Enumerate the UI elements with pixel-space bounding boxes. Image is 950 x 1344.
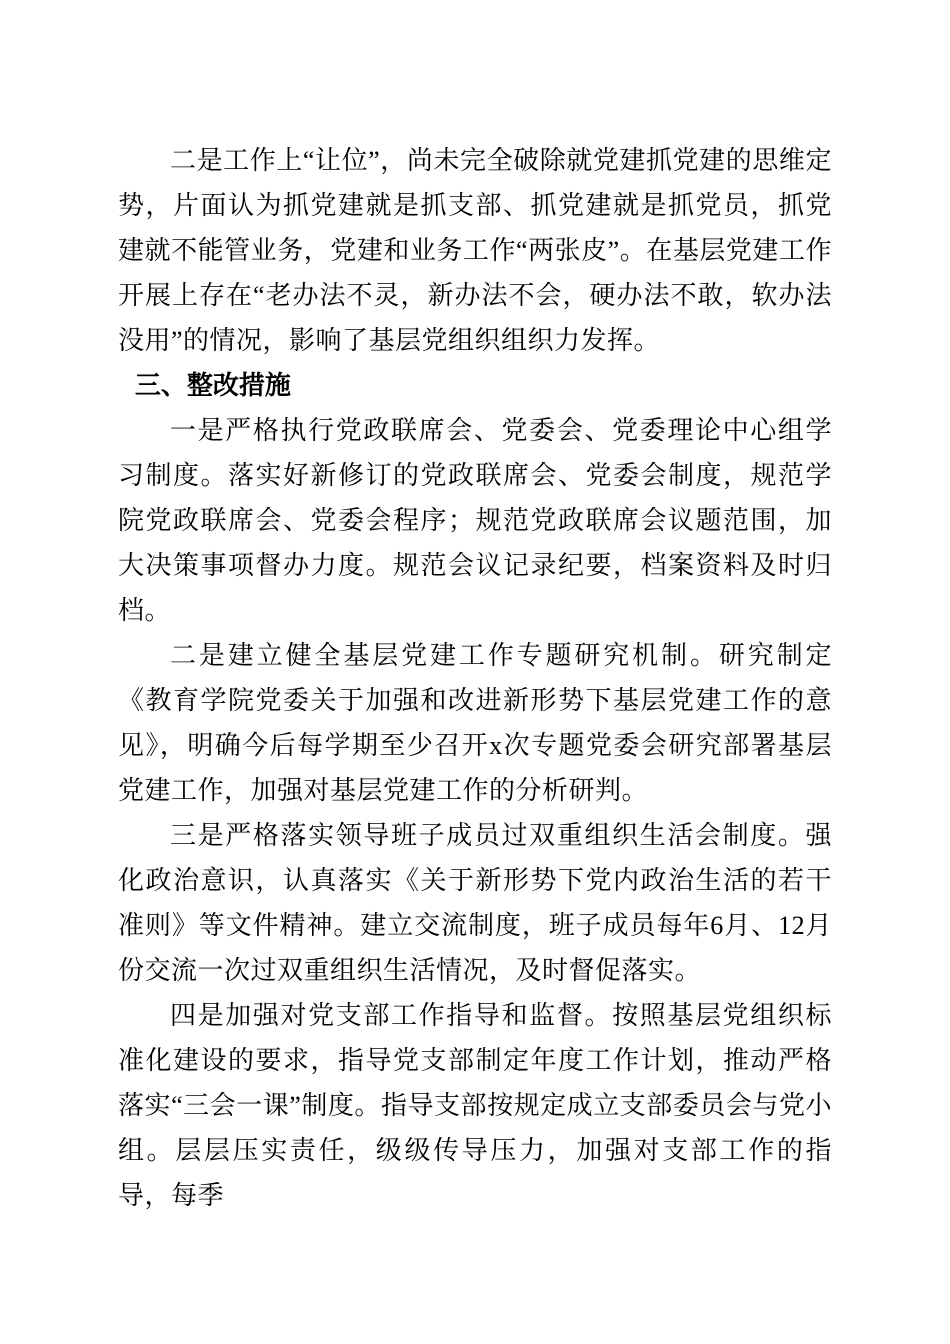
paragraph-measure-4-branch-supervision: 四是加强对党支部工作指导和监督。按照基层党组织标准化建设的要求，指导党支部制定年度工作计划，推动严格落实“三会一课”制度。指导支部按规定成立支部委员会与党小组。层层压实责任，级级传导压力，加强对支部工作的指导，每季 (118, 1001, 832, 1210)
paragraph-problem-work-yielding: 二是工作上“让位”，尚未完全破除就党建抓党建的思维定势，片面认为抓党建就是抓支部、抓党建就是抓党员，抓党建就不能管业务，党建和业务工作“两张皮”。在基层党建工作开展上存在“老办法不灵，新办法不会，硬办法不敢，软办法没用”的情况，影响了基层党组织组织力发挥。 (118, 146, 832, 355)
paragraph-measure-2-research-mechanism: 二是建立健全基层党建工作专题研究机制。研究制定《教育学院党委关于加强和改进新形势下基层党建工作的意见》，明确今后每学期至少召开x次专题党委会研究部署基层党建工作，加强对基层党建工作的分析研判。 (118, 641, 832, 805)
section-heading-rectification-measures: 三、整改措施 (134, 370, 291, 400)
paragraph-measure-1-joint-meeting-system: 一是严格执行党政联席会、党委会、党委理论中心组学习制度。落实好新修订的党政联席会、党委会制度，规范学院党政联席会、党委会程序；规范党政联席会议题范围，加大决策事项督办力度。规范会议记录纪要，档案资料及时归档。 (118, 416, 832, 625)
paragraph-measure-3-dual-organizational-life: 三是严格落实领导班子成员过双重组织生活会制度。强化政治意识，认真落实《关于新形势下党内政治生活的若干准则》等文件精神。建立交流制度，班子成员每年6月、12月份交流一次过双重组织生活情况，及时督促落实。 (118, 821, 832, 985)
